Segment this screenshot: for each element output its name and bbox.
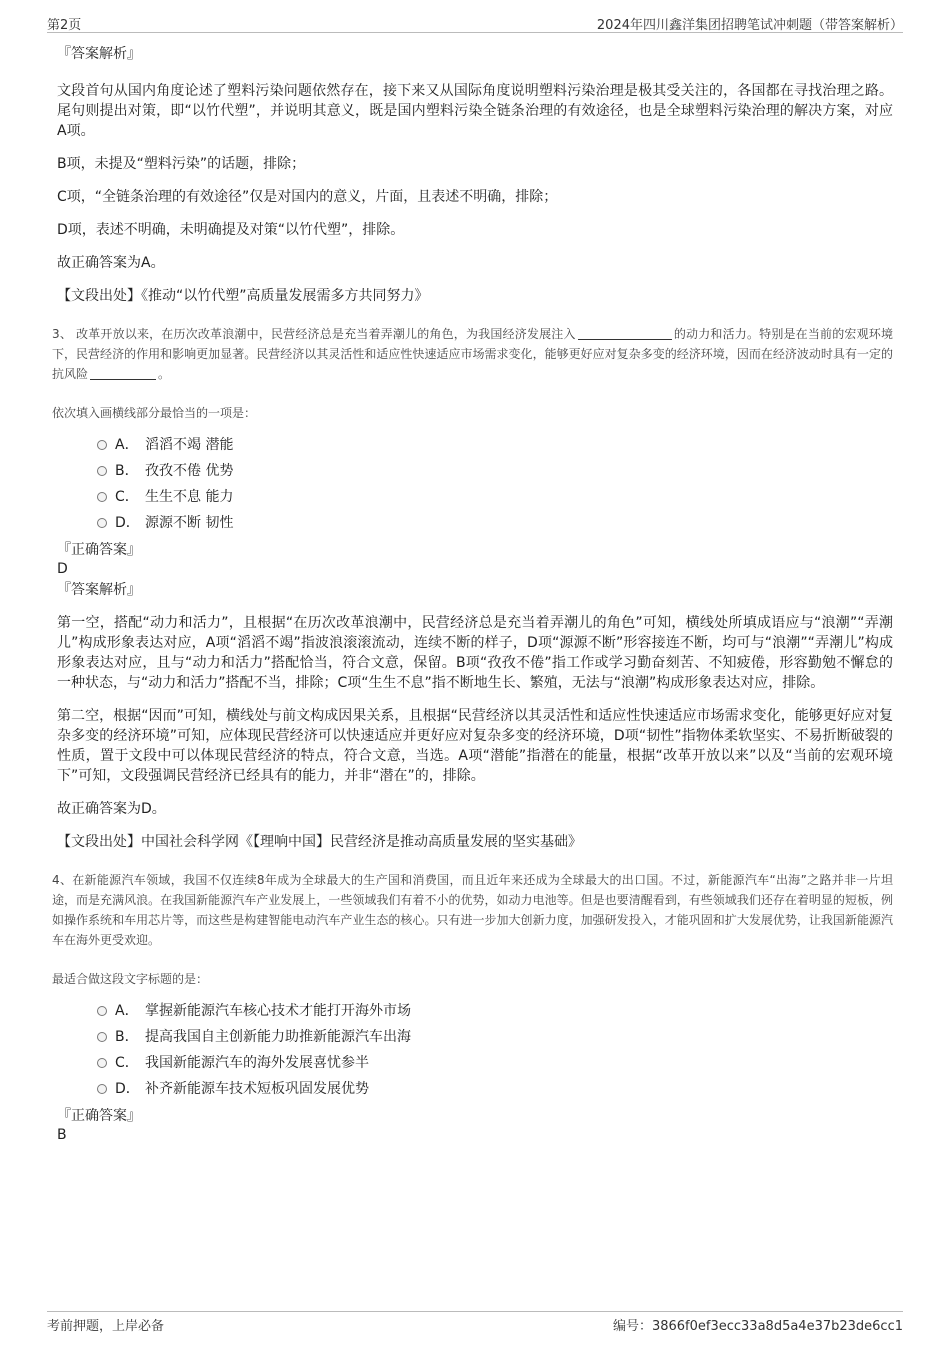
q3-stem-part-a: 3、 改革开放以来，在历次改革浪潮中，民营经济总是充当着弄潮儿的角色，为我国经济发展注入 bbox=[52, 327, 576, 341]
q3-options bbox=[57, 432, 893, 536]
q3-analysis-p2: 第二空，根据“因而”可知，横线处与前文构成因果关系，且根据“民营经济以其灵活性和适应性快速适应市场需求变化，能够更好应对复杂多变的经济环境”可知，应体现民营经济可以快速适应并更好应对复杂多变的经济环境，D项“韧性”指物体柔软坚实、不易折断破裂的性质，置于文段中可以体现民营经济的特点，符合文意，当选。A项“潜能”指潜在的能量，根据“改革开放以来”以及“当前的宏观环境下”可知，文段强调民营经济已经具有的能力，并非“潜在”的，排除。 bbox=[57, 708, 893, 784]
q3-analysis-label: 『答案解析』 bbox=[57, 582, 141, 598]
option-key: A． bbox=[115, 437, 139, 453]
q3-blank-1 bbox=[578, 325, 672, 340]
q3-source: 【文段出处】中国社会科学网《【理响中国】民营经济是推动高质量发展的坚实基础》 bbox=[57, 834, 582, 850]
option-text: 补齐新能源车技术短板巩固发展优势 bbox=[145, 1081, 369, 1097]
radio-icon[interactable] bbox=[97, 1084, 107, 1094]
footer-serial: 编号：3866f0ef3ecc33a8d5a4e37b23de6cc1 bbox=[612, 1319, 903, 1334]
radio-icon[interactable] bbox=[97, 492, 107, 502]
radio-icon[interactable] bbox=[97, 518, 107, 528]
q4-options bbox=[57, 998, 893, 1102]
option-key: A． bbox=[115, 1003, 139, 1019]
q4-option-b[interactable] bbox=[97, 1024, 893, 1050]
option-text: 滔滔不竭 潜能 bbox=[145, 437, 234, 453]
document-title: 2024年四川鑫洋集团招聘笔试冲刺题（带答案解析） bbox=[596, 18, 903, 33]
q4-option-d[interactable] bbox=[97, 1076, 893, 1102]
q3-option-c[interactable] bbox=[97, 484, 893, 510]
option-text: 孜孜不倦 优势 bbox=[145, 463, 234, 479]
page-content bbox=[52, 44, 893, 1144]
option-text: 生生不息 能力 bbox=[145, 489, 234, 505]
option-key: D． bbox=[115, 1081, 140, 1097]
q4-stem: 4、在新能源汽车领域，我国不仅连续8年成为全球最大的生产国和消费国，而且近年来还成为全球最大的出口国。不过，新能源汽车“出海”之路并非一片坦途，而是充满风浪。在我国新能源汽车产业发展上，一些领域我们有着不小的优势，如动力电池等。但是也要清醒看到，有些领域我们还存在着明显的短板，例如操作系统和车用芯片等，而这些是构建智能电动汽车产业生态的核心。只有进一步加大创新力度，加强研发投入，才能巩固和扩大发展优势，让我国新能源汽车在海外更受欢迎。 bbox=[52, 873, 893, 947]
q4-answer-label: 『正确答案』 bbox=[57, 1108, 141, 1124]
q3-answer: D bbox=[57, 561, 68, 577]
q3-stem-part-b: 的动力和活力。特别是在当前的宏观环境下，民营经济的作用和影响更加显著。民营经济以其灵活性和适应性快速适应市场需求变化，能够更好应对复杂多变的经济环境，因而在经济波动时具有一定的抗风险 bbox=[52, 327, 893, 381]
q2-analysis-p4: D项，表述不明确，未明确提及对策“以竹代塑”，排除。 bbox=[57, 222, 405, 238]
q2-analysis-p3: C项，“全链条治理的有效途径”仅是对国内的意义，片面，且表述不明确，排除； bbox=[57, 189, 558, 205]
q4-option-c[interactable] bbox=[97, 1050, 893, 1076]
option-key: B． bbox=[115, 463, 139, 479]
option-key: D． bbox=[115, 515, 140, 531]
q3-stem bbox=[52, 324, 893, 384]
q3-ask: 依次填入画横线部分最恰当的一项是： bbox=[52, 406, 257, 420]
radio-icon[interactable] bbox=[97, 1006, 107, 1016]
q3-option-d[interactable] bbox=[97, 510, 893, 536]
q3-conclusion: 故正确答案为D。 bbox=[57, 801, 166, 817]
q2-analysis-label: 『答案解析』 bbox=[57, 46, 141, 62]
radio-icon[interactable] bbox=[97, 1032, 107, 1042]
q3-blank-2 bbox=[90, 365, 156, 380]
q2-analysis-p2: B项，未提及“塑料污染”的话题，排除； bbox=[57, 156, 306, 172]
q3-option-b[interactable] bbox=[97, 458, 893, 484]
radio-icon[interactable] bbox=[97, 466, 107, 476]
radio-icon[interactable] bbox=[97, 440, 107, 450]
page-header bbox=[47, 12, 903, 33]
option-text: 提高我国自主创新能力助推新能源汽车出海 bbox=[145, 1029, 411, 1045]
radio-icon[interactable] bbox=[97, 1058, 107, 1068]
q3-analysis-p1: 第一空，搭配“动力和活力”，且根据“在历次改革浪潮中，民营经济总是充当着弄潮儿的角色”可知，横线处所填成语应与“浪潮”“弄潮儿”构成形象表达对应，A项“滔滔不竭”指波浪滚滚流动，连续不断的样子，D项“源源不断”形容接连不断，均可与“浪潮”“弄潮儿”构成形象表达对应，且与“动力和活力”搭配恰当，符合文意，保留。B项“孜孜不倦”指工作或学习勤奋刻苦、不知疲倦，形容勤勉不懈怠的一种状态，与“动力和活力”搭配不当，排除；C项“生生不息”指不断地生长、繁殖，无法与“浪潮”构成形象表达对应，排除。 bbox=[57, 615, 893, 691]
option-key: C． bbox=[115, 489, 139, 505]
footer-slogan: 考前押题，上岸必备 bbox=[47, 1319, 165, 1334]
option-text: 源源不断 韧性 bbox=[145, 515, 234, 531]
q3-stem-part-c: 。 bbox=[158, 367, 171, 381]
page-number: 第2页 bbox=[47, 18, 82, 33]
q4-option-a[interactable] bbox=[97, 998, 893, 1024]
q2-conclusion: 故正确答案为A。 bbox=[57, 255, 165, 271]
q3-option-a[interactable] bbox=[97, 432, 893, 458]
option-text: 我国新能源汽车的海外发展喜忧参半 bbox=[145, 1055, 369, 1071]
option-key: C． bbox=[115, 1055, 139, 1071]
option-key: B． bbox=[115, 1029, 139, 1045]
option-text: 掌握新能源汽车核心技术才能打开海外市场 bbox=[145, 1003, 411, 1019]
q2-analysis-p1: 文段首句从国内角度论述了塑料污染问题依然存在，接下来又从国际角度说明塑料污染治理是极其受关注的，各国都在寻找治理之路。尾句则提出对策，即“以竹代塑”，并说明其意义，既是国内塑料污染全链条治理的有效途径，也是全球塑料污染治理的解决方案，对应A项。 bbox=[57, 83, 893, 139]
q4-answer: B bbox=[57, 1127, 67, 1143]
page-footer bbox=[47, 1311, 903, 1332]
q4-ask: 最适合做这段文字标题的是： bbox=[52, 972, 209, 986]
q2-source: 【文段出处】《推动“以竹代塑”高质量发展需多方共同努力》 bbox=[57, 288, 429, 304]
q3-answer-label: 『正确答案』 bbox=[57, 542, 141, 558]
